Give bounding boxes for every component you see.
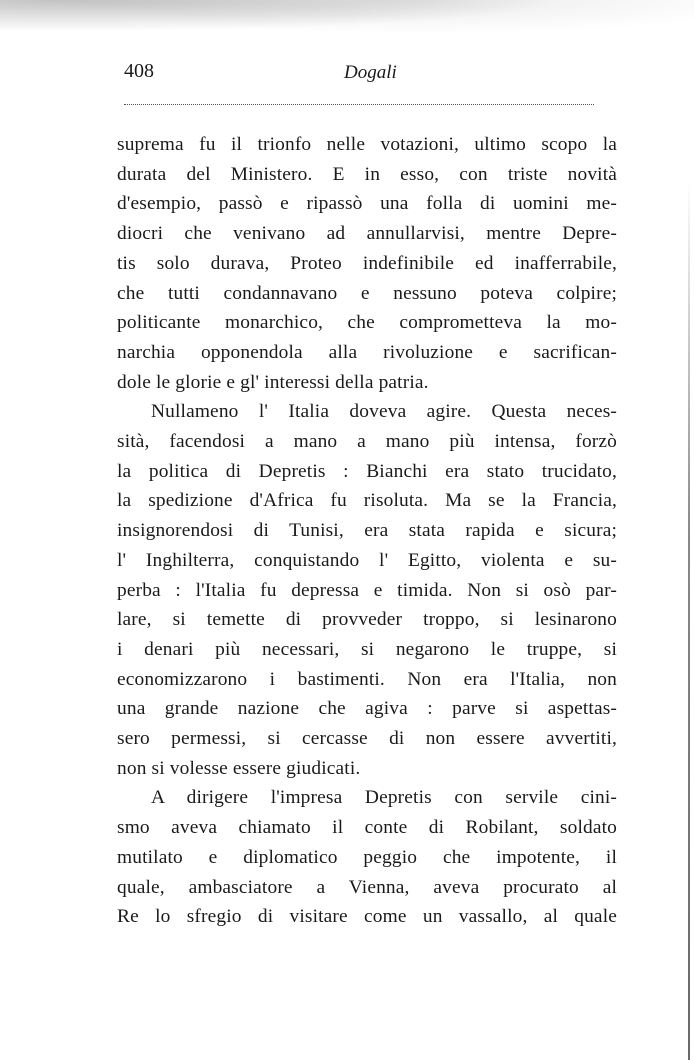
page-header xyxy=(124,60,594,90)
text-line: sero permessi, si cercasse di non essere avvertiti, xyxy=(117,728,617,750)
text-line: perba : l'Italia fu depressa e timida. Non si osò par- xyxy=(117,579,617,601)
text-line: smo aveva chiamato il conte di Robilant, soldato xyxy=(117,817,617,839)
text-line: Nullameno l' Italia doveva agire. Questa neces- xyxy=(151,401,617,423)
running-title: Dogali xyxy=(344,62,397,83)
scan-smudge xyxy=(0,0,694,40)
text-line: Re lo sfregio di visitare come un vassallo, al quale xyxy=(117,906,617,928)
text-line: politicante monarchico, che comprometteva la mo- xyxy=(117,312,617,334)
text-line: che tutti condannavano e nessuno poteva colpire; xyxy=(117,282,617,304)
text-line: durata del Ministero. E in esso, con triste novità xyxy=(117,163,617,185)
text-line: la spedizione d'Africa fu risoluta. Ma se la Francia, xyxy=(117,490,617,512)
text-line: lare, si temette di provveder troppo, si lesinarono xyxy=(117,609,617,631)
text-line: sità, facendosi a mano a mano più intensa, forzò xyxy=(117,431,617,453)
text-line: una grande nazione che agiva : parve si aspettas- xyxy=(117,698,617,720)
text-line: dole le glorie e gl' interessi della patria. xyxy=(117,371,429,393)
text-line: la politica di Depretis : Bianchi era stato trucidato, xyxy=(117,460,617,482)
text-line: l' Inghilterra, conquistando l' Egitto, violenta e su- xyxy=(117,549,617,571)
text-line: insignorendosi di Tunisi, era stata rapida e sicura; xyxy=(117,520,617,542)
text-line: economizzarono i bastimenti. Non era l'Italia, non xyxy=(117,668,617,690)
text-line: mutilato e diplomatico peggio che impotente, il xyxy=(117,846,617,868)
text-line: i denari più necessari, si negarono le truppe, si xyxy=(117,638,617,660)
text-line: tis solo durava, Proteo indefinibile ed inafferrabile, xyxy=(117,252,617,274)
page-number: 408 xyxy=(124,60,154,82)
header-rule xyxy=(124,104,594,105)
body-text xyxy=(117,130,617,932)
text-line: A dirigere l'impresa Depretis con servile cini- xyxy=(151,787,617,809)
text-line: suprema fu il trionfo nelle votazioni, ultimo scopo la xyxy=(117,134,617,155)
page-edge-shadow xyxy=(688,180,690,1060)
text-line: d'esempio, passò e ripassò una folla di uomini me- xyxy=(117,193,617,215)
text-line: quale, ambasciatore a Vienna, aveva procurato al xyxy=(117,876,617,898)
text-line: diocri che venivano ad annullarvisi, mentre Depre- xyxy=(117,223,617,245)
text-line: non si volesse essere giudicati. xyxy=(117,757,361,779)
text-line: narchia opponendola alla rivoluzione e sacrifican- xyxy=(117,341,617,363)
